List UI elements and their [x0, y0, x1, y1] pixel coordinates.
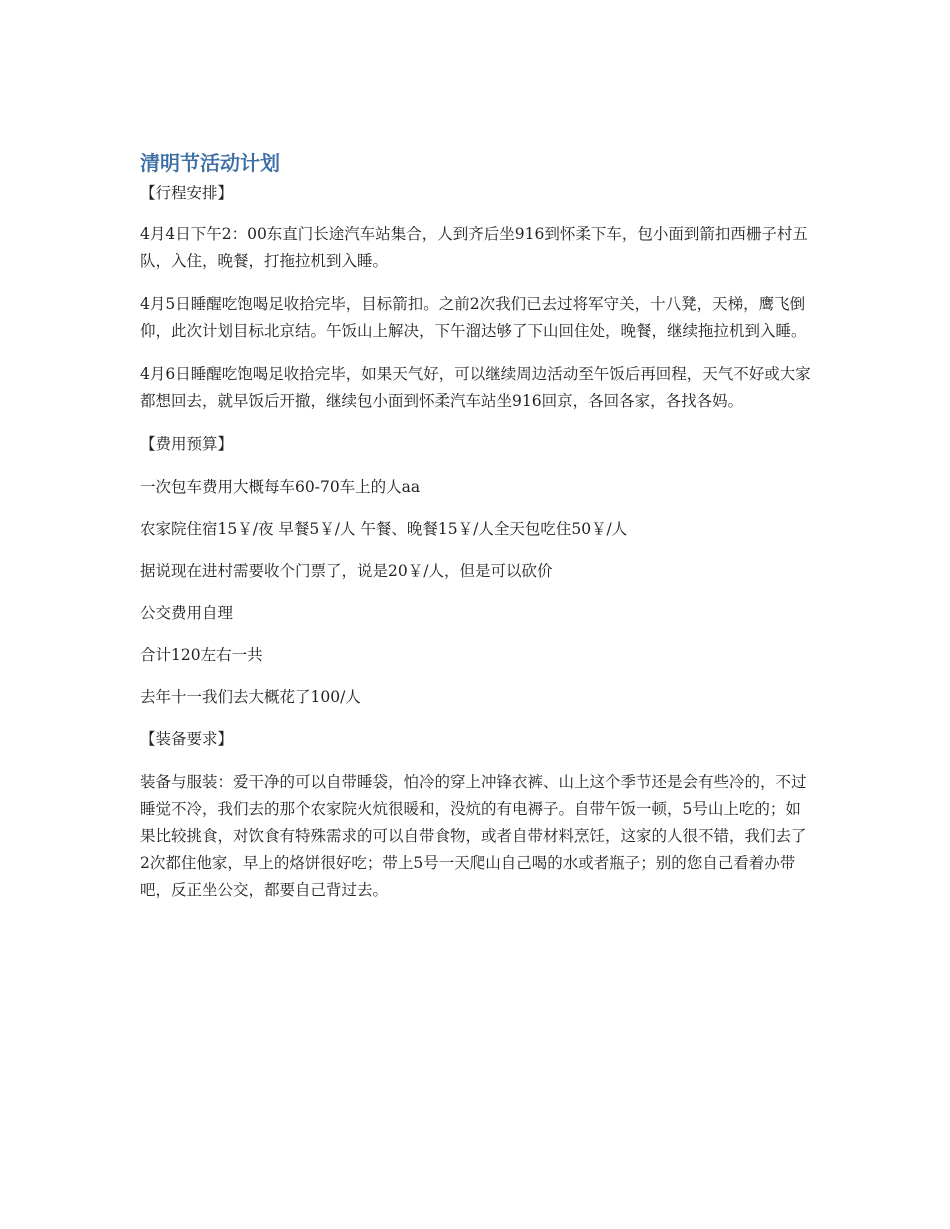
- budget-item-ticket: 据说现在进村需要收个门票了，说是20￥/人，但是可以砍价: [140, 562, 553, 580]
- section-heading-equipment: 【装备要求】: [140, 730, 234, 748]
- page-title: 清明节活动计划: [140, 151, 280, 175]
- equipment-description: 装备与服装：爱干净的可以自带睡袋，怕冷的穿上冲锋衣裤、山上这个季节还是会有些冷的，不过睡觉不冷，我们去的那个农家院火炕很暖和，没炕的有电褥子。自带午饭一顿，5号山上吃的；如果比较挑食，对饮食有特殊需求的可以自带食物，或者自带材料烹饪，这家的人很不错，我们去了2次都住他家，早上的烙饼很好吃；带上5号一天爬山自己喝的水或者瓶子；别的您自己看着办带吧，反正坐公交，都要自己背过去。: [140, 773, 807, 899]
- budget-item-charter: 一次包车费用大概每车60-70车上的人aa: [140, 478, 421, 496]
- section-heading-itinerary: 【行程安排】: [140, 184, 234, 202]
- budget-item-bus: 公交费用自理: [140, 604, 234, 622]
- section-heading-budget: 【费用预算】: [140, 435, 234, 453]
- budget-item-total: 合计120左右一共: [140, 646, 263, 664]
- document-body: [140, 148, 812, 920]
- itinerary-day3: 4月6日睡醒吃饱喝足收拾完毕，如果天气好，可以继续周边活动至午饭后再回程，天气不好或大家都想回去，就早饭后开撤，继续包小面到怀柔汽车站坐916回京，各回各家，各找各妈。: [140, 365, 811, 410]
- itinerary-day1: 4月4日下午2：00东直门长途汽车站集合，人到齐后坐916到怀柔下车，包小面到箭扣西栅子村五队，入住，晚餐，打拖拉机到入睡。: [140, 225, 808, 270]
- budget-item-lodging: 农家院住宿15￥/夜 早餐5￥/人 午餐、晚餐15￥/人全天包吃住50￥/人: [140, 520, 628, 538]
- itinerary-day2: 4月5日睡醒吃饱喝足收拾完毕，目标箭扣。之前2次我们已去过将军守关，十八凳，天梯，鹰飞倒仰，此次计划目标北京结。午饭山上解决，下午溜达够了下山回住处，晚餐，继续拖拉机到入睡。: [140, 295, 807, 340]
- budget-item-last-year: 去年十一我们去大概花了100/人: [140, 688, 361, 706]
